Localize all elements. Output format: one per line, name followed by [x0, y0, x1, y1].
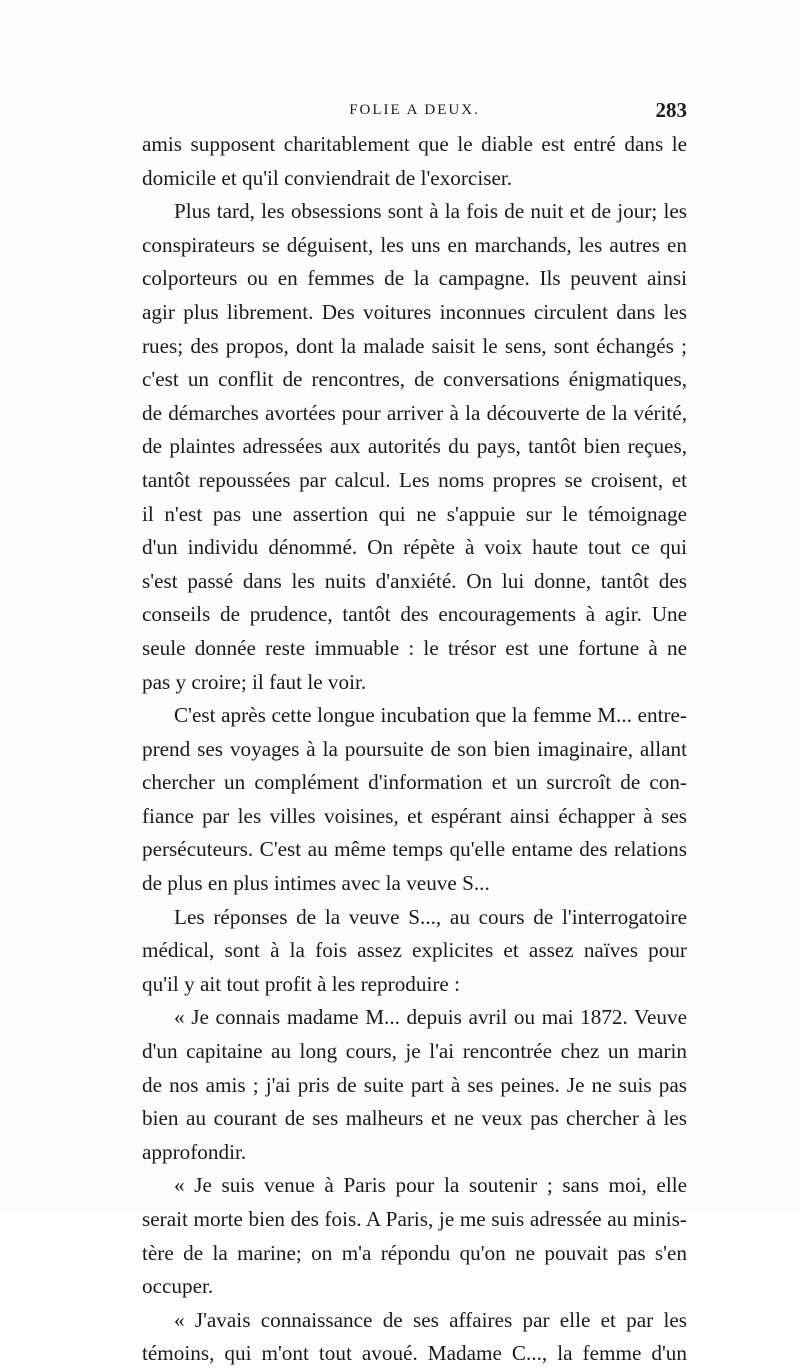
text-line: de plaintes adressées aux autorités du pays, tantôt bien reçues,: [142, 434, 687, 459]
text-line: d'un individu dénommé. On répète à voix haute tout ce qui: [142, 535, 687, 560]
text-line: amis supposent charitablement que le diable est entré dans le: [142, 132, 687, 156]
running-title: FOLIE A DEUX.: [349, 102, 480, 118]
text-line: conspirateurs se déguisent, les uns en marchands, les autres en: [142, 232, 687, 257]
text-line: qu'il y ait tout profit à les reproduire :: [142, 971, 461, 996]
text-line: agir plus librement. Des voitures inconnues circulent dans les: [142, 299, 687, 324]
text-line: témoins, qui m'ont tout avoué. Madame C..., la femme d'un: [142, 1341, 687, 1366]
text-line: chercher un complément d'information et un surcroît de con-: [142, 770, 687, 795]
text-line: persécuteurs. C'est au même temps qu'elle entame des relations: [142, 837, 687, 862]
text-line: Plus tard, les obsessions sont à la fois de nuit et de jour; les: [174, 199, 687, 224]
text-line: prend ses voyages à la poursuite de son bien imaginaire, allant: [142, 736, 687, 761]
text-line: de démarches avortées pour arriver à la découverte de la vérité,: [142, 400, 687, 425]
text-line: « Je connais madame M... depuis avril ou mai 1872. Veuve: [174, 1005, 687, 1030]
text-line: s'est passé dans les nuits d'anxiété. On lui donne, tantôt des: [142, 568, 687, 593]
text-line: il n'est pas une assertion qui ne s'appuie sur le témoignage: [142, 501, 687, 526]
text-line: seule donnée reste immuable : le trésor est une fortune à ne: [142, 635, 687, 660]
text-line: de plus en plus intimes avec la veuve S...: [142, 871, 490, 896]
text-line: « J'avais connaissance de ses affaires par elle et par les: [174, 1307, 687, 1332]
text-line: occuper.: [142, 1274, 214, 1299]
text-line: conseils de prudence, tantôt des encouragements à agir. Une: [142, 602, 687, 627]
text-line: Les réponses de la veuve S..., au cours de l'interrogatoire: [174, 904, 687, 929]
text-line: tantôt repoussées par calcul. Les noms propres se croisent, et: [142, 467, 687, 492]
text-line: domicile et qu'il conviendrait de l'exorciser.: [142, 165, 513, 190]
text-line: de nos amis ; j'ai pris de suite part à ses peines. Je ne suis pas: [142, 1072, 687, 1097]
text-line: C'est après cette longue incubation que la femme M... entre-: [174, 703, 687, 728]
text-line: approfondir.: [142, 1139, 247, 1164]
body-text: [142, 128, 687, 1371]
running-head: [142, 98, 687, 126]
text-line: rues; des propos, dont la malade saisit le sens, sont échangés ;: [142, 333, 687, 358]
page-number: 283: [655, 98, 687, 122]
text-line: tère de la marine; on m'a répondu qu'on ne pouvait pas s'en: [142, 1240, 687, 1265]
text-line: c'est un conflit de rencontres, de conversations énigmatiques,: [142, 367, 687, 392]
text-line: bien au courant de ses malheurs et ne veux pas chercher à les: [142, 1106, 687, 1131]
text-line: fiance par les villes voisines, et espérant ainsi échapper à ses: [142, 803, 687, 828]
text-line: serait morte bien des fois. A Paris, je me suis adressée au minis-: [142, 1207, 687, 1231]
text-line: pas y croire; il faut le voir.: [142, 669, 367, 694]
text-line: d'un capitaine au long cours, je l'ai rencontrée chez un marin: [142, 1039, 687, 1064]
text-line: médical, sont à la fois assez explicites et assez naïves pour: [142, 938, 687, 963]
text-line: colporteurs ou en femmes de la campagne. Ils peuvent ainsi: [142, 266, 687, 291]
text-line: « Je suis venue à Paris pour la soutenir ; sans moi, elle: [174, 1173, 687, 1198]
